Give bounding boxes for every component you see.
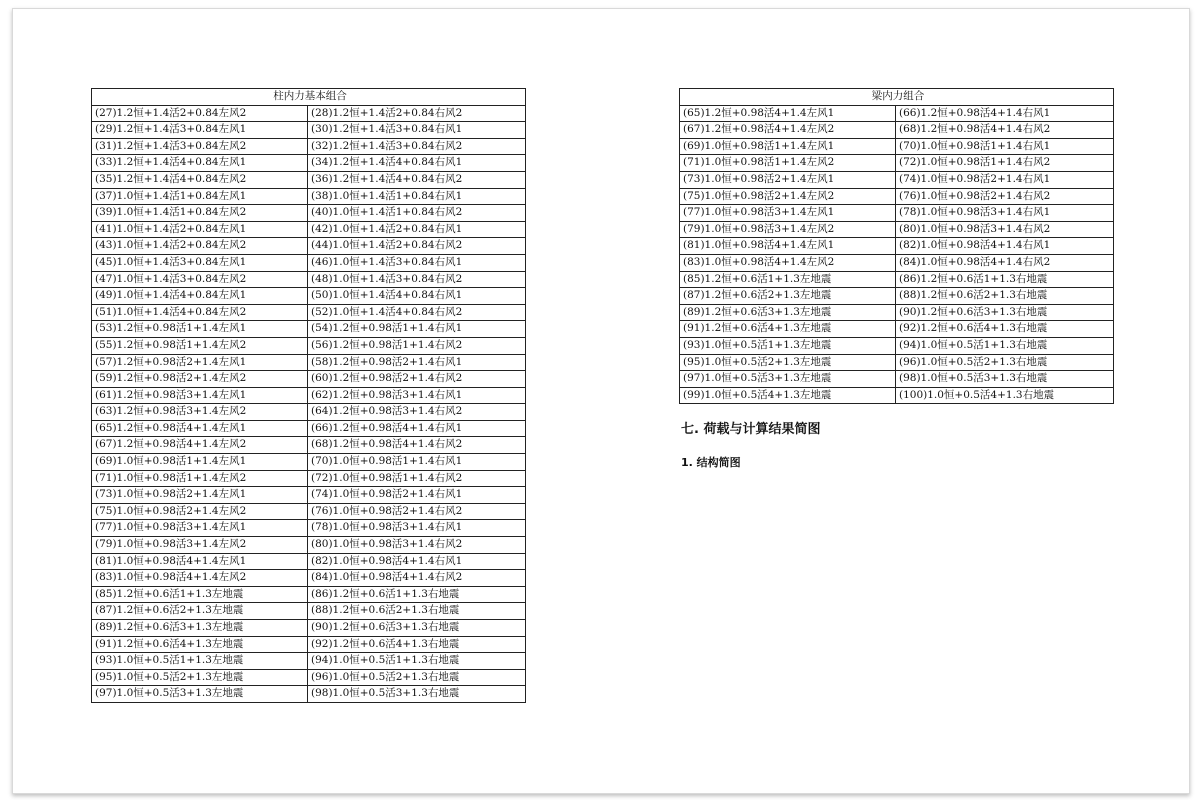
table-cell: (46)1.0恒+1.4活3+0.84右风1: [308, 254, 526, 271]
table-cell: (75)1.0恒+0.98活2+1.4左风2: [680, 188, 896, 205]
table-row: [680, 138, 1114, 155]
table-row: [680, 271, 1114, 288]
table-cell: (36)1.2恒+1.4活4+0.84右风2: [308, 171, 526, 188]
beam-table-body: [680, 105, 1114, 404]
table-cell: (52)1.0恒+1.4活4+0.84右风2: [308, 304, 526, 321]
table-row: [92, 437, 526, 454]
table-cell: (45)1.0恒+1.4活3+0.84左风1: [92, 254, 308, 271]
table-cell: (76)1.0恒+0.98活2+1.4右风2: [896, 188, 1114, 205]
table-row: [92, 371, 526, 388]
table-row: [92, 221, 526, 238]
table-row: [680, 238, 1114, 255]
table-cell: (70)1.0恒+0.98活1+1.4右风1: [308, 454, 526, 471]
table-row: [680, 221, 1114, 238]
table-cell: (96)1.0恒+0.5活2+1.3右地震: [308, 669, 526, 686]
table-row: [92, 205, 526, 222]
table-cell: (39)1.0恒+1.4活1+0.84左风2: [92, 205, 308, 222]
table-cell: (49)1.0恒+1.4活4+0.84左风1: [92, 288, 308, 305]
table-cell: (97)1.0恒+0.5活3+1.3左地震: [92, 686, 308, 703]
table-cell: (92)1.2恒+0.6活4+1.3右地震: [896, 321, 1114, 338]
table-cell: (47)1.0恒+1.4活3+0.84左风2: [92, 271, 308, 288]
table-cell: (40)1.0恒+1.4活1+0.84右风2: [308, 205, 526, 222]
table-cell: (84)1.0恒+0.98活4+1.4右风2: [896, 254, 1114, 271]
table-row: [92, 354, 526, 371]
table-cell: (33)1.2恒+1.4活4+0.84左风1: [92, 155, 308, 172]
table-row: [92, 620, 526, 637]
table-cell: (67)1.2恒+0.98活4+1.4左风2: [92, 437, 308, 454]
table-cell: (97)1.0恒+0.5活3+1.3左地震: [680, 371, 896, 388]
table-cell: (55)1.2恒+0.98活1+1.4左风2: [92, 337, 308, 354]
table-cell: (42)1.0恒+1.4活2+0.84右风1: [308, 221, 526, 238]
table-cell: (48)1.0恒+1.4活3+0.84右风2: [308, 271, 526, 288]
table-row: [680, 171, 1114, 188]
table-row: [92, 553, 526, 570]
table-row: [680, 122, 1114, 139]
table-row: [680, 188, 1114, 205]
table-cell: (91)1.2恒+0.6活4+1.3左地震: [92, 636, 308, 653]
table-cell: (81)1.0恒+0.98活4+1.4左风1: [680, 238, 896, 255]
table-cell: (78)1.0恒+0.98活3+1.4右风1: [896, 205, 1114, 222]
table-cell: (80)1.0恒+0.98活3+1.4右风2: [896, 221, 1114, 238]
table-row: [92, 570, 526, 587]
table-row: [92, 271, 526, 288]
table-cell: (34)1.2恒+1.4活4+0.84右风1: [308, 155, 526, 172]
table-cell: (79)1.0恒+0.98活3+1.4左风2: [92, 537, 308, 554]
table-cell: (95)1.0恒+0.5活2+1.3左地震: [680, 354, 896, 371]
table-cell: (29)1.2恒+1.4活3+0.84左风1: [92, 122, 308, 139]
table-cell: (69)1.0恒+0.98活1+1.4左风1: [92, 454, 308, 471]
table-row: [92, 603, 526, 620]
table-row: [680, 288, 1114, 305]
table-cell: (70)1.0恒+0.98活1+1.4右风1: [896, 138, 1114, 155]
table-cell: (92)1.2恒+0.6活4+1.3右地震: [308, 636, 526, 653]
table-row: [92, 238, 526, 255]
table-cell: (83)1.0恒+0.98活4+1.4左风2: [680, 254, 896, 271]
beam-table-title: 梁内力组合: [680, 89, 1114, 106]
table-cell: (43)1.0恒+1.4活2+0.84左风2: [92, 238, 308, 255]
table-cell: (58)1.2恒+0.98活2+1.4右风1: [308, 354, 526, 371]
table-row: [92, 454, 526, 471]
table-cell: (74)1.0恒+0.98活2+1.4右风1: [896, 171, 1114, 188]
table-cell: (35)1.2恒+1.4活4+0.84左风2: [92, 171, 308, 188]
table-row: [92, 155, 526, 172]
table-cell: (60)1.2恒+0.98活2+1.4右风2: [308, 371, 526, 388]
table-cell: (84)1.0恒+0.98活4+1.4右风2: [308, 570, 526, 587]
table-cell: (88)1.2恒+0.6活2+1.3右地震: [308, 603, 526, 620]
table-row: [680, 387, 1114, 404]
table-row: [92, 337, 526, 354]
table-row: [92, 636, 526, 653]
table-cell: (28)1.2恒+1.4活2+0.84右风2: [308, 105, 526, 122]
table-cell: (59)1.2恒+0.98活2+1.4左风2: [92, 371, 308, 388]
table-row: [92, 288, 526, 305]
table-cell: (63)1.2恒+0.98活3+1.4左风2: [92, 404, 308, 421]
table-cell: (51)1.0恒+1.4活4+0.84左风2: [92, 304, 308, 321]
table-cell: (38)1.0恒+1.4活1+0.84右风1: [308, 188, 526, 205]
table-row: [92, 537, 526, 554]
table-row: [680, 304, 1114, 321]
table-row: [680, 155, 1114, 172]
table-cell: (66)1.2恒+0.98活4+1.4右风1: [896, 105, 1114, 122]
table-cell: (56)1.2恒+0.98活1+1.4右风2: [308, 337, 526, 354]
table-cell: (54)1.2恒+0.98活1+1.4右风1: [308, 321, 526, 338]
table-row: [92, 321, 526, 338]
column-combination-table: [91, 88, 526, 703]
table-cell: (44)1.0恒+1.4活2+0.84右风2: [308, 238, 526, 255]
table-row: [92, 404, 526, 421]
table-cell: (76)1.0恒+0.98活2+1.4右风2: [308, 503, 526, 520]
table-cell: (77)1.0恒+0.98活3+1.4左风1: [92, 520, 308, 537]
table-row: [92, 188, 526, 205]
table-cell: (66)1.2恒+0.98活4+1.4右风1: [308, 420, 526, 437]
table-cell: (75)1.0恒+0.98活2+1.4左风2: [92, 503, 308, 520]
table-cell: (71)1.0恒+0.98活1+1.4左风2: [680, 155, 896, 172]
table-cell: (87)1.2恒+0.6活2+1.3左地震: [680, 288, 896, 305]
table-cell: (57)1.2恒+0.98活2+1.4左风1: [92, 354, 308, 371]
table-cell: (100)1.0恒+0.5活4+1.3右地震: [896, 387, 1114, 404]
table-cell: (93)1.0恒+0.5活1+1.3左地震: [680, 337, 896, 354]
table-cell: (87)1.2恒+0.6活2+1.3左地震: [92, 603, 308, 620]
table-row: [92, 487, 526, 504]
table-row: [92, 520, 526, 537]
table-cell: (67)1.2恒+0.98活4+1.4左风2: [680, 122, 896, 139]
table-header-row: [92, 89, 526, 106]
table-cell: (85)1.2恒+0.6活1+1.3左地震: [680, 271, 896, 288]
beam-combination-table: [679, 88, 1114, 404]
table-cell: (72)1.0恒+0.98活1+1.4右风2: [308, 470, 526, 487]
table-cell: (69)1.0恒+0.98活1+1.4左风1: [680, 138, 896, 155]
table-cell: (77)1.0恒+0.98活3+1.4左风1: [680, 205, 896, 222]
table-cell: (37)1.0恒+1.4活1+0.84左风1: [92, 188, 308, 205]
table-cell: (41)1.0恒+1.4活2+0.84左风1: [92, 221, 308, 238]
table-cell: (88)1.2恒+0.6活2+1.3右地震: [896, 288, 1114, 305]
document-page: [12, 8, 1190, 794]
table-row: [92, 122, 526, 139]
table-cell: (50)1.0恒+1.4活4+0.84右风1: [308, 288, 526, 305]
table-cell: (61)1.2恒+0.98活3+1.4左风1: [92, 387, 308, 404]
column-table-title: 柱内力基本组合: [92, 89, 526, 106]
table-row: [92, 387, 526, 404]
table-cell: (91)1.2恒+0.6活4+1.3左地震: [680, 321, 896, 338]
table-cell: (78)1.0恒+0.98活3+1.4右风1: [308, 520, 526, 537]
table-cell: (86)1.2恒+0.6活1+1.3右地震: [896, 271, 1114, 288]
table-row: [680, 354, 1114, 371]
table-cell: (82)1.0恒+0.98活4+1.4右风1: [308, 553, 526, 570]
table-row: [680, 105, 1114, 122]
table-cell: (64)1.2恒+0.98活3+1.4右风2: [308, 404, 526, 421]
table-cell: (85)1.2恒+0.6活1+1.3左地震: [92, 586, 308, 603]
table-cell: (93)1.0恒+0.5活1+1.3左地震: [92, 653, 308, 670]
table-cell: (32)1.2恒+1.4活3+0.84右风2: [308, 138, 526, 155]
table-row: [92, 105, 526, 122]
table-row: [92, 304, 526, 321]
table-cell: (73)1.0恒+0.98活2+1.4左风1: [92, 487, 308, 504]
table-row: [92, 138, 526, 155]
table-cell: (30)1.2恒+1.4活3+0.84右风1: [308, 122, 526, 139]
table-cell: (82)1.0恒+0.98活4+1.4右风1: [896, 238, 1114, 255]
table-row: [92, 420, 526, 437]
table-cell: (99)1.0恒+0.5活4+1.3左地震: [680, 387, 896, 404]
subsection-heading: 1. 结构简图: [681, 456, 741, 469]
table-row: [92, 653, 526, 670]
table-row: [92, 686, 526, 703]
table-cell: (81)1.0恒+0.98活4+1.4左风1: [92, 553, 308, 570]
table-cell: (31)1.2恒+1.4活3+0.84左风2: [92, 138, 308, 155]
table-cell: (89)1.2恒+0.6活3+1.3左地震: [92, 620, 308, 637]
table-cell: (98)1.0恒+0.5活3+1.3右地震: [308, 686, 526, 703]
table-cell: (94)1.0恒+0.5活1+1.3右地震: [896, 337, 1114, 354]
table-cell: (98)1.0恒+0.5活3+1.3右地震: [896, 371, 1114, 388]
table-row: [92, 470, 526, 487]
table-cell: (53)1.2恒+0.98活1+1.4左风1: [92, 321, 308, 338]
table-row: [680, 205, 1114, 222]
table-cell: (62)1.2恒+0.98活3+1.4右风1: [308, 387, 526, 404]
table-cell: (27)1.2恒+1.4活2+0.84左风2: [92, 105, 308, 122]
table-cell: (96)1.0恒+0.5活2+1.3右地震: [896, 354, 1114, 371]
table-row: [680, 337, 1114, 354]
section-heading: 七. 荷载与计算结果简图: [681, 422, 821, 437]
table-header-row: [680, 89, 1114, 106]
table-row: [92, 503, 526, 520]
table-row: [92, 669, 526, 686]
table-row: [92, 254, 526, 271]
table-cell: (79)1.0恒+0.98活3+1.4左风2: [680, 221, 896, 238]
table-cell: (90)1.2恒+0.6活3+1.3右地震: [896, 304, 1114, 321]
table-row: [680, 321, 1114, 338]
table-cell: (90)1.2恒+0.6活3+1.3右地震: [308, 620, 526, 637]
column-table-body: [92, 105, 526, 702]
table-cell: (68)1.2恒+0.98活4+1.4右风2: [896, 122, 1114, 139]
table-cell: (83)1.0恒+0.98活4+1.4左风2: [92, 570, 308, 587]
table-cell: (65)1.2恒+0.98活4+1.4左风1: [92, 420, 308, 437]
table-cell: (68)1.2恒+0.98活4+1.4右风2: [308, 437, 526, 454]
table-cell: (71)1.0恒+0.98活1+1.4左风2: [92, 470, 308, 487]
table-cell: (72)1.0恒+0.98活1+1.4右风2: [896, 155, 1114, 172]
table-cell: (65)1.2恒+0.98活4+1.4左风1: [680, 105, 896, 122]
table-cell: (89)1.2恒+0.6活3+1.3左地震: [680, 304, 896, 321]
table-cell: (73)1.0恒+0.98活2+1.4左风1: [680, 171, 896, 188]
table-cell: (94)1.0恒+0.5活1+1.3右地震: [308, 653, 526, 670]
table-cell: (74)1.0恒+0.98活2+1.4右风1: [308, 487, 526, 504]
table-cell: (80)1.0恒+0.98活3+1.4右风2: [308, 537, 526, 554]
table-cell: (95)1.0恒+0.5活2+1.3左地震: [92, 669, 308, 686]
table-row: [92, 171, 526, 188]
table-cell: (86)1.2恒+0.6活1+1.3右地震: [308, 586, 526, 603]
table-row: [680, 371, 1114, 388]
table-row: [680, 254, 1114, 271]
table-row: [92, 586, 526, 603]
